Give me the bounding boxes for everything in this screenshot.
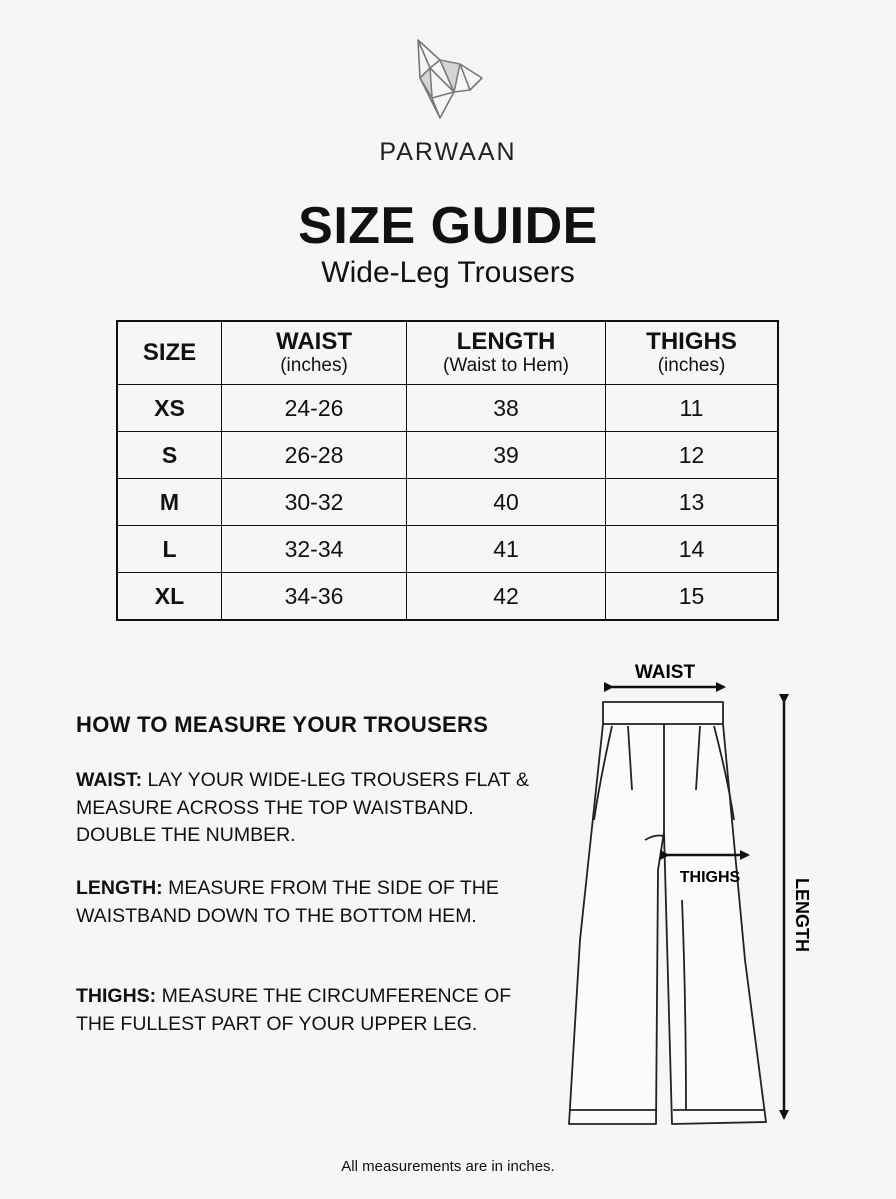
waist-cell: 30-32 — [222, 479, 407, 526]
size-cell: XS — [117, 385, 222, 432]
size-cell: XL — [117, 573, 222, 621]
instruction-text: LAY YOUR WIDE-LEG TROUSERS FLAT & MEASURE ACROSS THE TOP WAISTBAND. DOUBLE THE NUMBER. — [76, 769, 529, 846]
header-label: WAIST — [276, 328, 352, 355]
header-sublabel: (Waist to Hem) — [443, 355, 569, 376]
waist-cell: 34-36 — [222, 573, 407, 621]
size-cell: S — [117, 432, 222, 479]
waist-cell: 32-34 — [222, 526, 407, 573]
instruction-label: LENGTH: — [76, 877, 163, 899]
page-title: SIZE GUIDE — [298, 197, 598, 255]
thighs-cell: 11 — [606, 385, 779, 432]
header-label: SIZE — [142, 339, 197, 366]
size-cell: M — [117, 479, 222, 526]
waist-label: WAIST — [634, 662, 696, 683]
thighs-label: THIGHS — [679, 869, 741, 886]
size-cell: L — [117, 526, 222, 573]
header-label: THIGHS — [646, 328, 737, 355]
brand-name: PARWAAN — [379, 138, 517, 166]
length-label: LENGTH — [792, 878, 812, 952]
length-cell: 40 — [407, 479, 606, 526]
instruction-label: WAIST: — [76, 769, 143, 791]
instruction-text: MEASURE FROM THE SIDE OF THE WAISTBAND DOWN TO THE BOTTOM HEM. — [76, 877, 499, 927]
thighs-cell: 14 — [606, 526, 779, 573]
length-cell: 39 — [407, 432, 606, 479]
length-cell: 41 — [407, 526, 606, 573]
thighs-cell: 13 — [606, 479, 779, 526]
waist-cell: 26-28 — [222, 432, 407, 479]
trousers-icon — [569, 702, 766, 1124]
thighs-cell: 12 — [606, 432, 779, 479]
length-cell: 38 — [407, 385, 606, 432]
instruction-label: THIGHS: — [76, 985, 157, 1007]
page-subtitle: Wide-Leg Trousers — [321, 256, 575, 289]
length-cell: 42 — [407, 573, 606, 621]
instruction-text: MEASURE THE CIRCUMFERENCE OF THE FULLEST PART OF YOUR UPPER LEG. — [76, 985, 512, 1035]
waist-cell: 24-26 — [222, 385, 407, 432]
header-label: LENGTH — [456, 328, 556, 355]
header-sublabel: (inches) — [657, 355, 726, 376]
footer-note: All measurements are in inches. — [341, 1158, 555, 1175]
thighs-cell: 15 — [606, 573, 779, 621]
how-to-title: HOW TO MEASURE YOUR TROUSERS — [76, 712, 489, 737]
header-sublabel: (inches) — [280, 355, 348, 376]
